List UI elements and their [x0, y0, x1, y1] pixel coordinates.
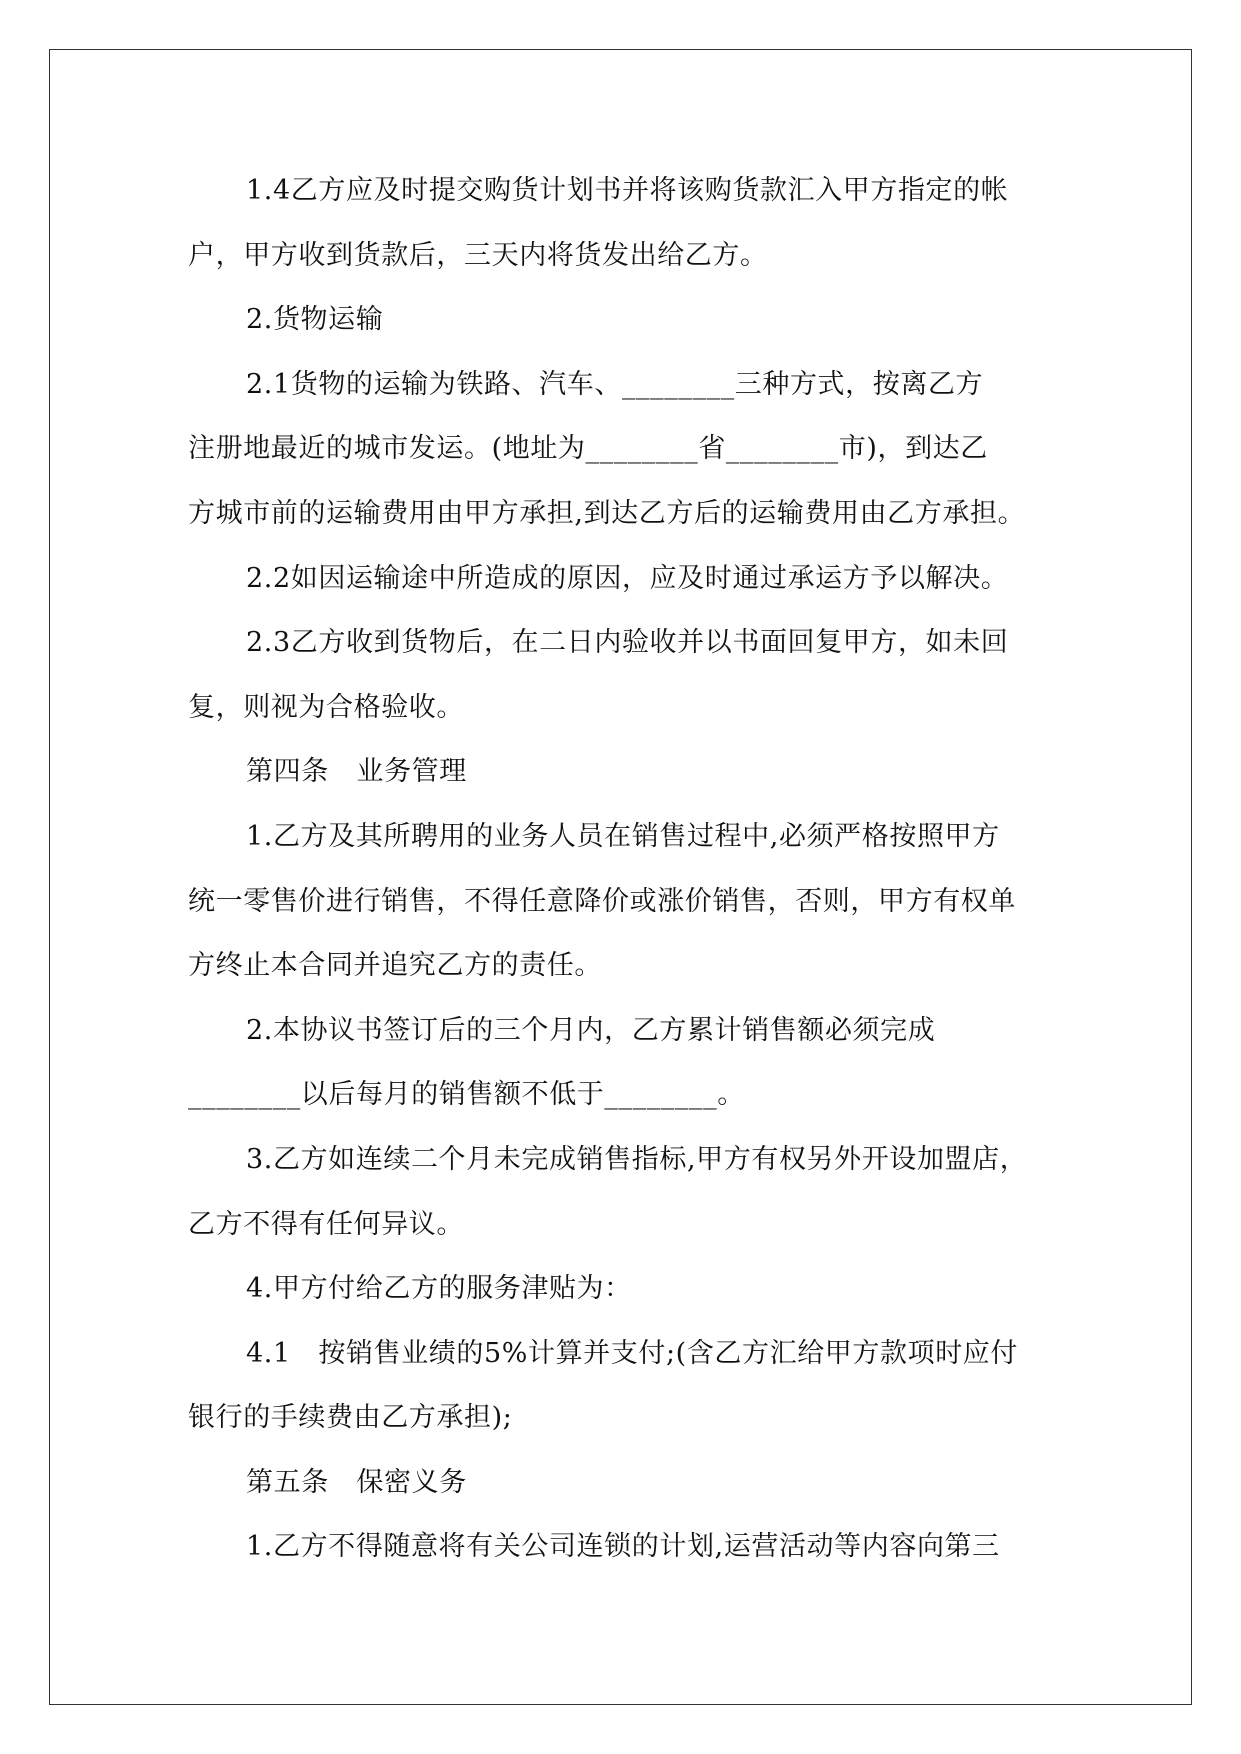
text-line: 2.本协议书签订后的三个月内，乙方累计销售额必须完成 — [246, 1014, 936, 1046]
text-line: 统一零售价进行销售，不得任意降价或涨价销售，否则，甲方有权单 — [188, 885, 1016, 917]
article-heading: 第四条 业务管理 — [246, 756, 467, 788]
text-line: 注册地最近的城市发运。(地址为________省________市)，到达乙 — [188, 433, 988, 465]
text-line: 2.2如因运输途中所造成的原因，应及时通过承运方予以解决。 — [246, 562, 1009, 594]
text-line: 方终止本合同并追究乙方的责任。 — [188, 950, 602, 982]
text-line: 1.乙方不得随意将有关公司连锁的计划,运营活动等内容向第三 — [246, 1531, 1000, 1563]
section-heading: 2.货物运输 — [246, 304, 384, 336]
text-line: ________以后每月的销售额不低于________。 — [188, 1079, 745, 1111]
text-line: 1.4乙方应及时提交购货计划书并将该购货款汇入甲方指定的帐 — [246, 175, 1009, 206]
document-body — [188, 159, 1068, 1580]
text-line: 2.1货物的运输为铁路、汽车、________三种方式，按离乙方 — [246, 368, 984, 400]
text-line: 1.乙方及其所聘用的业务人员在销售过程中,必须严格按照甲方 — [246, 820, 1000, 852]
text-line: 2.3乙方收到货物后，在二日内验收并以书面回复甲方，如未回 — [246, 627, 1009, 659]
text-line: 4.甲方付给乙方的服务津贴为： — [246, 1273, 632, 1305]
text-line: 复，则视为合格验收。 — [188, 691, 464, 723]
article-heading: 第五条 保密义务 — [246, 1466, 467, 1498]
text-line: 户，甲方收到货款后，三天内将货发出给乙方。 — [188, 239, 768, 271]
text-line: 4.1 按销售业绩的5%计算并支付;(含乙方汇给甲方款项时应付 — [246, 1337, 1019, 1369]
text-line: 方城市前的运输费用由甲方承担,到达乙方后的运输费用由乙方承担。 — [188, 497, 1026, 529]
text-line: 乙方不得有任何异议。 — [188, 1208, 464, 1240]
text-line: 银行的手续费由乙方承担); — [188, 1402, 513, 1434]
text-line: 3.乙方如连续二个月未完成销售指标,甲方有权另外开设加盟店， — [246, 1143, 1028, 1175]
